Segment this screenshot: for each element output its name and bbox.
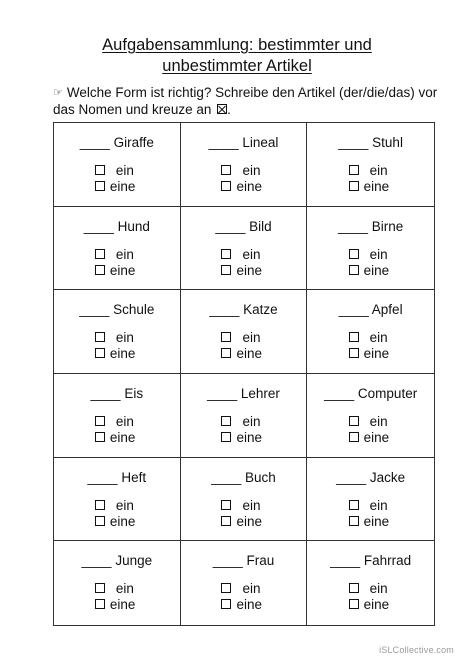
options xyxy=(307,247,434,279)
option-ein[interactable]: ein xyxy=(54,498,180,514)
watermark: iSLCollective.com xyxy=(379,645,454,655)
options xyxy=(54,247,180,279)
option-ein[interactable]: ein xyxy=(54,414,180,430)
noun-line xyxy=(54,553,180,568)
options xyxy=(54,414,180,446)
noun-label: Lehrer xyxy=(240,385,280,401)
exercise-cell xyxy=(307,541,434,625)
article-blank[interactable]: ____ xyxy=(211,469,242,485)
checkbox-icon[interactable] xyxy=(95,583,105,593)
worksheet-title-line-1: Aufgabensammlung: bestimmter und xyxy=(102,36,372,54)
options xyxy=(181,163,307,195)
checkbox-icon[interactable] xyxy=(221,516,231,526)
option-ein[interactable]: ein xyxy=(181,414,307,430)
exercise-cell xyxy=(307,123,434,207)
noun-line xyxy=(54,470,180,485)
option-eine[interactable]: eine xyxy=(307,514,434,530)
options xyxy=(54,330,180,362)
option-ein[interactable]: ein xyxy=(307,498,434,514)
exercise-cell xyxy=(307,290,434,374)
option-eine[interactable]: eine xyxy=(307,346,434,362)
noun-line xyxy=(54,219,180,234)
article-blank[interactable]: ____ xyxy=(209,302,240,318)
checkbox-icon[interactable] xyxy=(95,165,105,175)
options xyxy=(54,163,180,195)
exercise-cell xyxy=(307,207,434,291)
checkbox-icon[interactable] xyxy=(221,432,231,442)
option-ein[interactable]: ein xyxy=(54,247,180,263)
exercise-grid xyxy=(53,122,435,626)
option-eine[interactable]: eine xyxy=(54,514,180,530)
exercise-cell xyxy=(181,290,308,374)
checkbox-icon[interactable] xyxy=(221,249,231,259)
exercise-cell xyxy=(54,541,181,625)
article-blank[interactable]: ____ xyxy=(90,385,121,401)
noun-label: Buch xyxy=(245,469,276,485)
article-blank[interactable]: ____ xyxy=(337,218,369,234)
article-blank[interactable]: ____ xyxy=(338,302,369,318)
checkbox-icon[interactable] xyxy=(221,181,231,191)
checkbox-icon[interactable] xyxy=(221,500,231,510)
worksheet-title-line-2: unbestimmter Artikel xyxy=(162,57,312,75)
noun-label: Birne xyxy=(371,218,404,234)
option-ein[interactable]: ein xyxy=(307,581,434,597)
article-blank[interactable]: ____ xyxy=(207,385,238,401)
exercise-cell xyxy=(54,290,181,374)
option-eine[interactable]: eine xyxy=(181,263,307,279)
boxed-x-icon xyxy=(217,104,227,114)
checkbox-icon[interactable] xyxy=(221,583,231,593)
noun-line xyxy=(54,135,180,150)
article-blank[interactable]: ____ xyxy=(81,553,112,569)
checkbox-icon[interactable] xyxy=(95,348,105,358)
checkbox-icon[interactable] xyxy=(349,599,359,609)
checkbox-icon[interactable] xyxy=(349,348,359,358)
option-ein[interactable]: ein xyxy=(54,163,180,179)
checkbox-icon[interactable] xyxy=(349,165,359,175)
option-eine[interactable]: eine xyxy=(181,430,307,446)
options xyxy=(181,330,307,362)
checkbox-icon[interactable] xyxy=(221,165,231,175)
checkbox-icon[interactable] xyxy=(95,249,105,259)
option-eine[interactable]: eine xyxy=(54,263,180,279)
option-eine[interactable]: eine xyxy=(307,430,434,446)
noun-line xyxy=(181,386,307,401)
noun-label: Schule xyxy=(113,302,155,318)
noun-line xyxy=(181,135,307,150)
instructions-text: Welche Form ist richtig? Schreibe den Artikel (der/die/das) vor das Nomen und kreuze an xyxy=(53,85,438,117)
option-eine[interactable]: eine xyxy=(181,514,307,530)
exercise-cell xyxy=(307,374,434,458)
exercise-cell xyxy=(54,207,181,291)
noun-line xyxy=(307,553,434,568)
exercise-cell xyxy=(181,458,308,542)
noun-label: Fahrrad xyxy=(363,553,412,569)
article-blank[interactable]: ____ xyxy=(87,469,118,485)
article-blank[interactable]: ____ xyxy=(212,553,243,569)
checkbox-icon[interactable] xyxy=(221,599,231,609)
noun-label: Eis xyxy=(124,385,144,401)
checkbox-icon[interactable] xyxy=(349,500,359,510)
option-ein[interactable]: ein xyxy=(54,330,180,346)
noun-label: Bild xyxy=(249,218,272,234)
exercise-cell xyxy=(54,374,181,458)
checkbox-icon[interactable] xyxy=(349,181,359,191)
article-blank[interactable]: ____ xyxy=(324,385,355,401)
exercise-cell xyxy=(181,374,308,458)
option-eine[interactable]: eine xyxy=(181,597,307,613)
noun-line xyxy=(54,386,180,401)
checkbox-icon[interactable] xyxy=(349,332,359,342)
checkbox-icon[interactable] xyxy=(95,500,105,510)
option-ein[interactable]: ein xyxy=(181,247,307,263)
instructions xyxy=(53,84,453,118)
noun-label: Hund xyxy=(117,218,150,234)
noun-line xyxy=(307,386,434,401)
checkbox-icon[interactable] xyxy=(221,265,231,275)
checkbox-icon[interactable] xyxy=(349,583,359,593)
option-eine[interactable]: eine xyxy=(307,179,434,195)
noun-line xyxy=(307,470,434,485)
noun-line xyxy=(307,219,434,234)
checkbox-icon[interactable] xyxy=(95,181,105,191)
option-ein[interactable]: ein xyxy=(307,163,434,179)
checkbox-icon[interactable] xyxy=(95,265,105,275)
options xyxy=(54,498,180,530)
option-eine[interactable]: eine xyxy=(181,179,307,195)
checkbox-icon[interactable] xyxy=(349,416,359,426)
noun-line xyxy=(54,302,180,317)
instructions-end-punct: . xyxy=(227,102,231,117)
option-ein[interactable]: ein xyxy=(54,581,180,597)
option-ein[interactable]: ein xyxy=(181,581,307,597)
noun-label: Lineal xyxy=(242,135,279,150)
option-ein[interactable]: ein xyxy=(181,163,307,179)
article-blank[interactable]: ____ xyxy=(330,553,361,569)
checkbox-icon[interactable] xyxy=(349,432,359,442)
option-ein[interactable]: ein xyxy=(181,498,307,514)
noun-line xyxy=(181,219,307,234)
exercise-cell xyxy=(54,123,181,207)
checkbox-icon[interactable] xyxy=(95,516,105,526)
noun-line xyxy=(181,470,307,485)
options xyxy=(181,247,307,279)
option-ein[interactable]: ein xyxy=(307,414,434,430)
article-blank[interactable]: ____ xyxy=(215,218,246,234)
exercise-cell xyxy=(181,541,308,625)
options xyxy=(307,330,434,362)
option-eine[interactable]: eine xyxy=(307,597,434,613)
noun-label: Giraffe xyxy=(113,135,154,150)
noun-line xyxy=(181,553,307,568)
noun-line xyxy=(307,135,434,150)
options xyxy=(54,581,180,613)
checkbox-icon[interactable] xyxy=(221,348,231,358)
article-blank[interactable]: ____ xyxy=(208,135,239,150)
noun-label: Stuhl xyxy=(372,135,403,150)
options xyxy=(307,163,434,195)
noun-label: Katze xyxy=(243,302,278,318)
option-eine[interactable]: eine xyxy=(307,263,434,279)
option-eine[interactable]: eine xyxy=(54,346,180,362)
exercise-cell xyxy=(307,458,434,542)
options xyxy=(307,414,434,446)
option-eine[interactable]: eine xyxy=(54,179,180,195)
noun-label: Frau xyxy=(246,553,275,569)
article-blank[interactable]: ____ xyxy=(336,469,367,485)
options xyxy=(181,498,307,530)
option-ein[interactable]: ein xyxy=(307,330,434,346)
noun-label: Junge xyxy=(115,553,153,569)
noun-line xyxy=(307,302,434,317)
article-blank[interactable]: ____ xyxy=(79,302,110,318)
option-eine[interactable]: eine xyxy=(54,430,180,446)
article-blank[interactable]: ____ xyxy=(79,135,110,150)
checkbox-icon[interactable] xyxy=(349,249,359,259)
exercise-cell xyxy=(54,458,181,542)
option-ein[interactable]: ein xyxy=(307,247,434,263)
options xyxy=(181,414,307,446)
checkbox-icon[interactable] xyxy=(349,265,359,275)
checkbox-icon[interactable] xyxy=(349,516,359,526)
options xyxy=(307,498,434,530)
pointing-hand-icon: ☞ xyxy=(53,86,63,99)
option-eine[interactable]: eine xyxy=(181,346,307,362)
noun-label: Apfel xyxy=(371,302,403,318)
options xyxy=(181,581,307,613)
checkbox-icon[interactable] xyxy=(221,416,231,426)
noun-line xyxy=(181,302,307,317)
options xyxy=(307,581,434,613)
checkbox-icon[interactable] xyxy=(95,432,105,442)
checkbox-icon[interactable] xyxy=(221,332,231,342)
exercise-cell xyxy=(181,207,308,291)
checkbox-icon[interactable] xyxy=(95,332,105,342)
article-blank[interactable]: ____ xyxy=(338,135,369,150)
noun-label: Jacke xyxy=(369,469,406,485)
option-eine[interactable]: eine xyxy=(54,597,180,613)
noun-label: Computer xyxy=(357,385,418,401)
checkbox-icon[interactable] xyxy=(95,599,105,609)
article-blank[interactable]: ____ xyxy=(83,218,114,234)
exercise-cell xyxy=(181,123,308,207)
noun-label: Heft xyxy=(121,469,147,485)
option-ein[interactable]: ein xyxy=(181,330,307,346)
checkbox-icon[interactable] xyxy=(95,416,105,426)
